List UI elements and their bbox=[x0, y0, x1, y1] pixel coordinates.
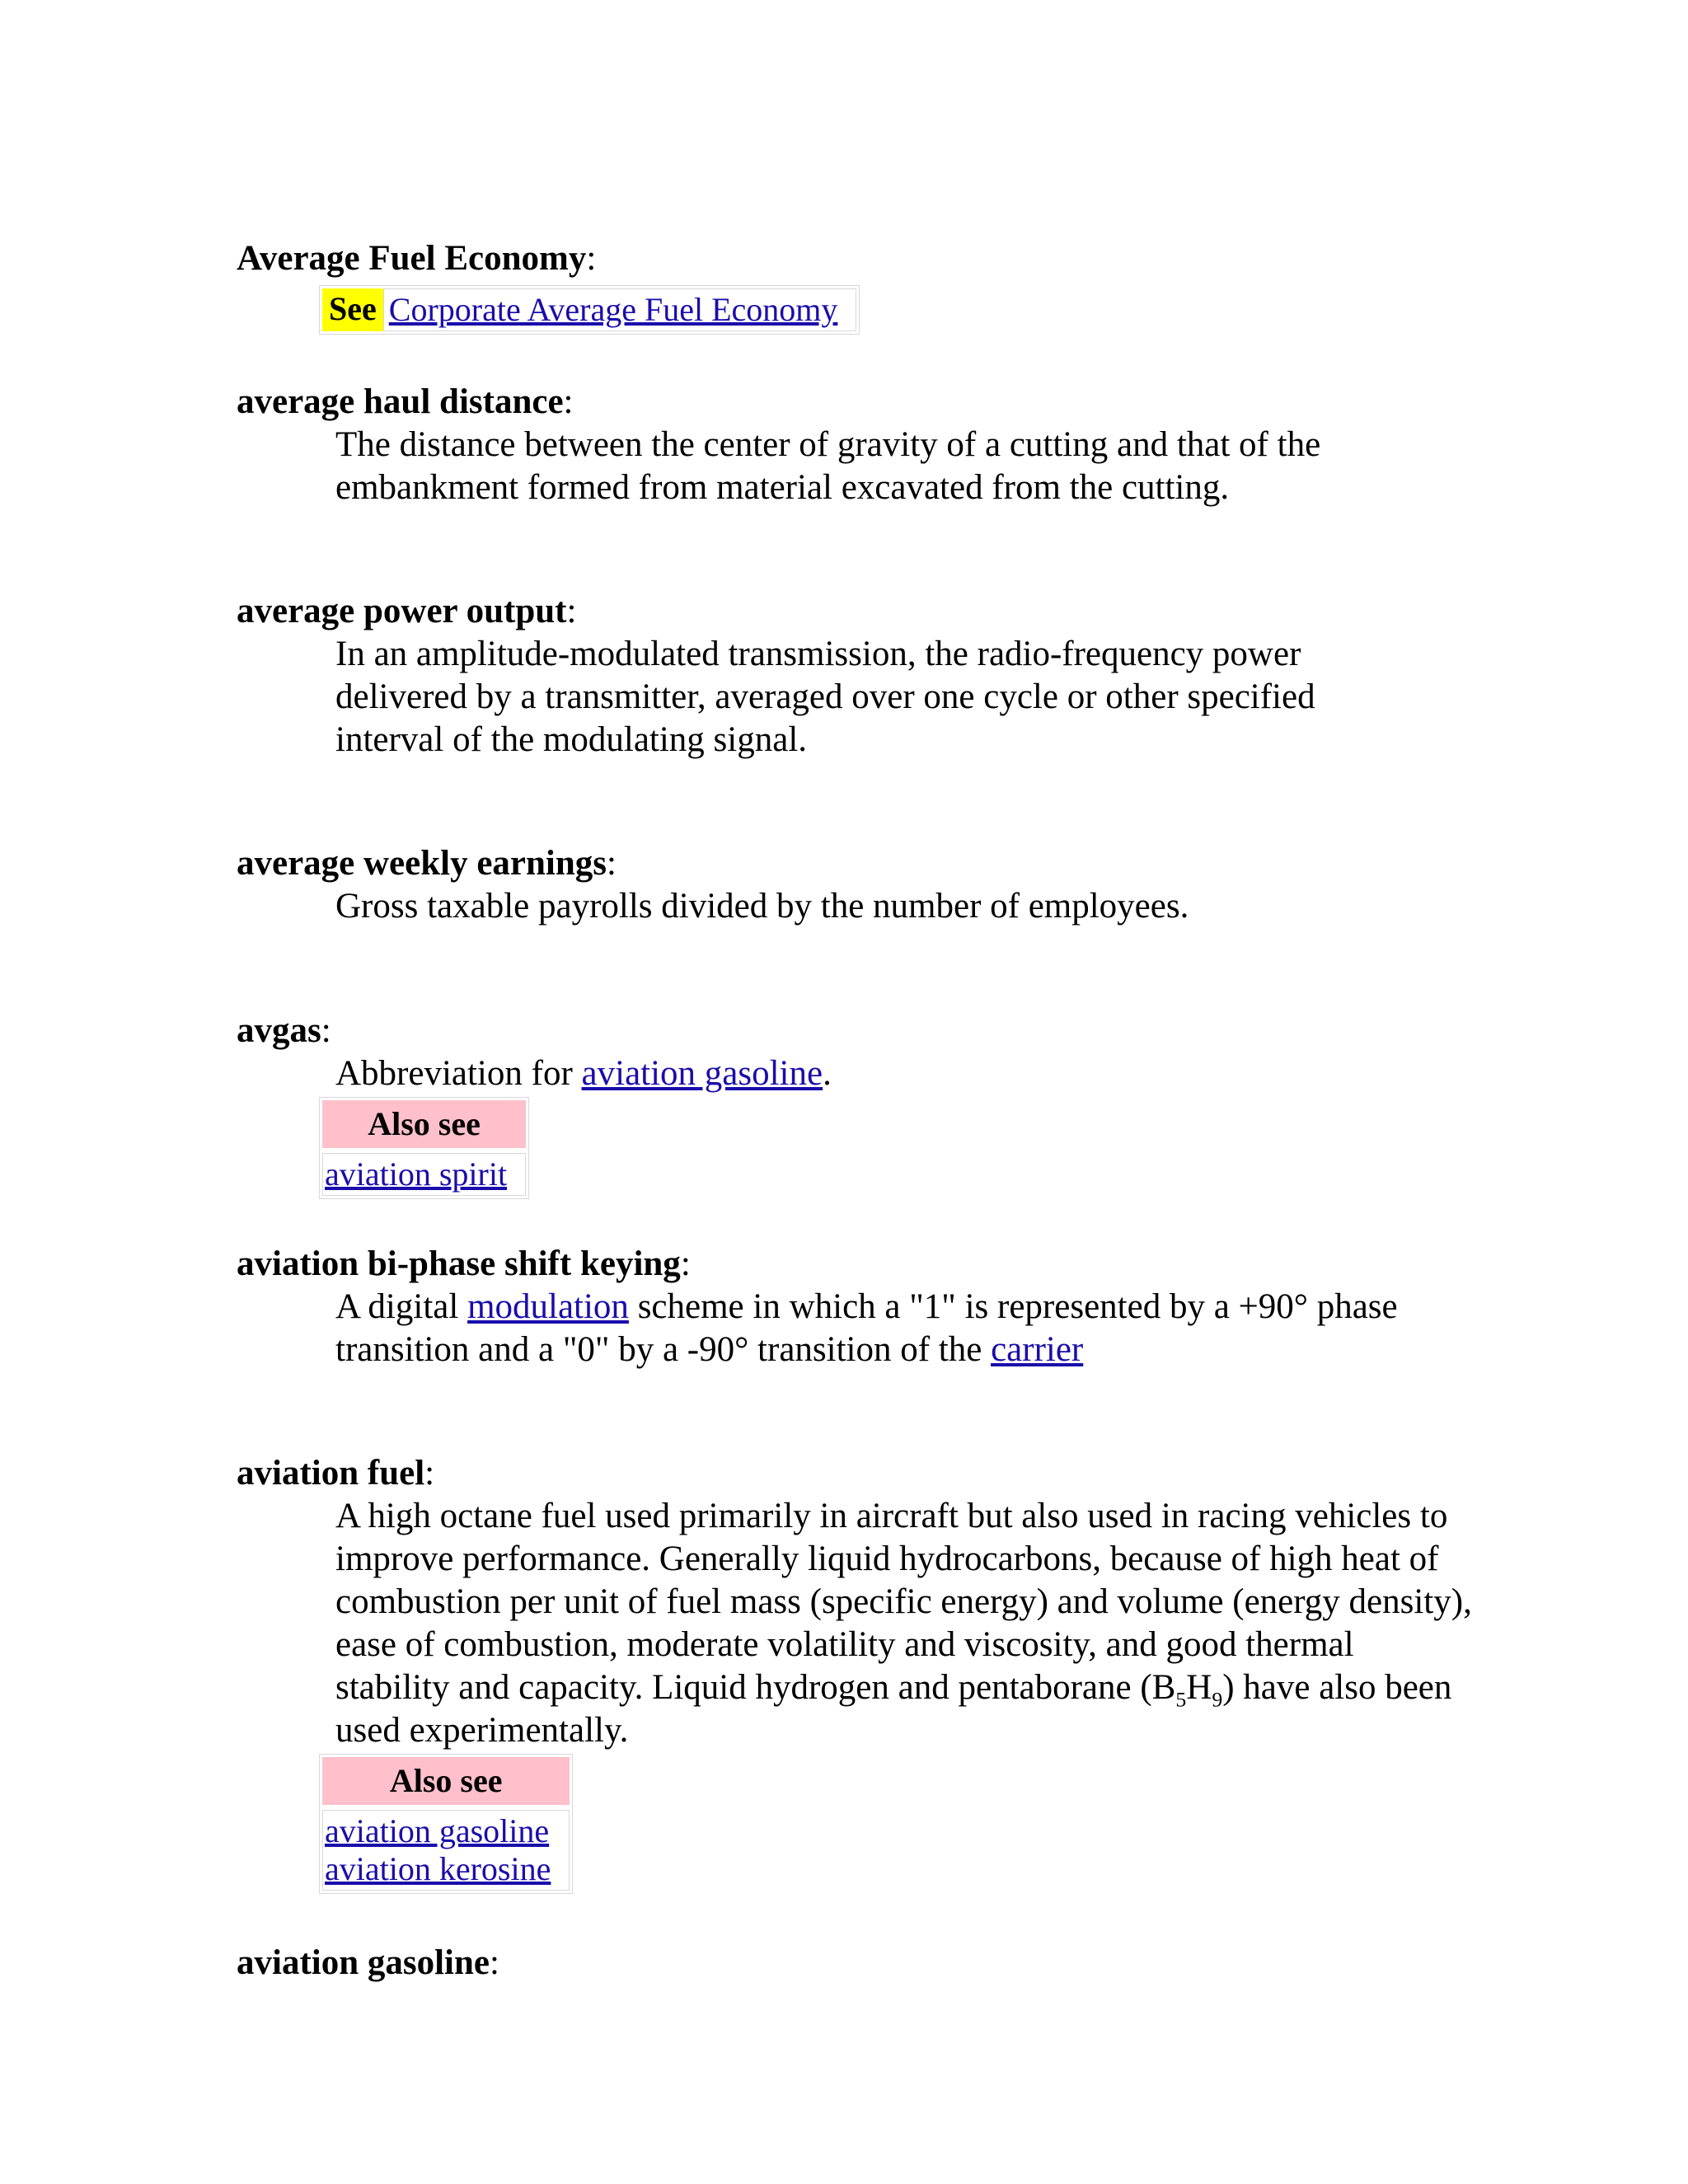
term-text: average haul distance bbox=[237, 382, 564, 421]
definition-link[interactable]: carrier bbox=[991, 1330, 1084, 1369]
term-colon: : bbox=[680, 1244, 691, 1283]
term-text: aviation fuel bbox=[237, 1454, 425, 1493]
term-text: average weekly earnings bbox=[237, 844, 607, 883]
definition-text: A high octane fuel used primarily in aircraft but also used in racing vehicles to improve performance. Generally liquid hydrocarbons, because of high heat of combustion per unit of fuel mass (specific energy) and volume (energy density), ease of combustion, moderate volatility and viscosity, and good thermal stability and capacity. Liquid hydrogen and pentaborane (B bbox=[335, 1497, 1472, 1707]
entry-term bbox=[237, 590, 1473, 633]
term-colon: : bbox=[321, 1011, 331, 1050]
also-see-list bbox=[322, 1810, 570, 1891]
term-colon: : bbox=[566, 592, 577, 630]
entry-definition: The distance between the center of gravity of a cutting and that of the embankment formed from material excavated from the cutting. bbox=[335, 425, 1321, 507]
also-see-header: Also see bbox=[322, 1757, 570, 1805]
also-see-link[interactable]: aviation gasoline bbox=[325, 1812, 550, 1849]
see-link-cell bbox=[383, 288, 857, 331]
also-see-box bbox=[319, 1754, 573, 1894]
glossary-entry bbox=[237, 842, 1473, 928]
entry-definition: In an amplitude-modulated transmission, the radio-frequency power delivered by a transmitter, averaged over one cycle or other specified interval of the modulating signal. bbox=[335, 635, 1315, 759]
also-see-item bbox=[325, 1155, 507, 1193]
definition-text: A digital bbox=[335, 1287, 468, 1326]
definition-text: scheme in which a "1" is represented by a +90° phase transition and a "0" by a -90° transition of the bbox=[335, 1287, 1398, 1369]
definition-link[interactable]: modulation bbox=[467, 1287, 629, 1326]
entry-term bbox=[237, 1942, 1473, 1985]
entry-term bbox=[237, 1010, 1473, 1052]
also-see-header: Also see bbox=[322, 1100, 526, 1148]
entry-term bbox=[237, 237, 1473, 280]
glossary-entry bbox=[237, 381, 1473, 509]
entry-term bbox=[237, 842, 1473, 885]
glossary-entry bbox=[237, 1452, 1473, 1894]
term-colon: : bbox=[586, 239, 597, 278]
definition-text: . bbox=[823, 1054, 832, 1093]
also-see-box bbox=[319, 1097, 529, 1199]
glossary-entry bbox=[237, 1010, 1473, 1199]
entry-term bbox=[237, 1243, 1473, 1286]
term-text: aviation gasoline bbox=[237, 1943, 490, 1982]
term-colon: : bbox=[607, 844, 617, 883]
entry-term bbox=[237, 1452, 1473, 1495]
entry-definition: Gross taxable payrolls divided by the number of employees. bbox=[335, 887, 1189, 926]
entry-definition bbox=[335, 1495, 1473, 1752]
also-see-item bbox=[325, 1850, 551, 1888]
entry-definition bbox=[335, 1286, 1465, 1371]
also-see-list bbox=[322, 1153, 526, 1196]
definition-text: Abbreviation for bbox=[335, 1054, 582, 1093]
also-see-link[interactable]: aviation kerosine bbox=[325, 1850, 551, 1887]
see-label: See bbox=[322, 288, 383, 331]
also-see-item bbox=[325, 1812, 551, 1850]
glossary-entry bbox=[237, 237, 1473, 335]
see-link[interactable]: Corporate Average Fuel Economy bbox=[388, 291, 838, 328]
subscript: 5 bbox=[1175, 1687, 1187, 1712]
term-colon: : bbox=[424, 1454, 435, 1493]
subscript: 9 bbox=[1212, 1687, 1223, 1712]
glossary-entry bbox=[237, 1942, 1473, 1985]
definition-link[interactable]: aviation gasoline bbox=[581, 1054, 823, 1093]
term-text: Average Fuel Economy bbox=[237, 239, 587, 278]
term-colon: : bbox=[490, 1943, 499, 1982]
entry-definition bbox=[335, 1052, 1473, 1095]
term-text: aviation bi-phase shift keying bbox=[237, 1244, 681, 1283]
term-text: avgas bbox=[237, 1011, 321, 1050]
entry-term bbox=[237, 381, 1473, 424]
definition-text: H bbox=[1186, 1668, 1212, 1707]
glossary-entry bbox=[237, 1243, 1473, 1371]
glossary-entry bbox=[237, 590, 1473, 762]
term-text: average power output bbox=[237, 592, 567, 630]
term-colon: : bbox=[563, 382, 574, 421]
see-box bbox=[319, 285, 860, 335]
also-see-link[interactable]: aviation spirit bbox=[325, 1155, 508, 1193]
definition-text: ) have also been used experimentally. bbox=[335, 1668, 1452, 1750]
